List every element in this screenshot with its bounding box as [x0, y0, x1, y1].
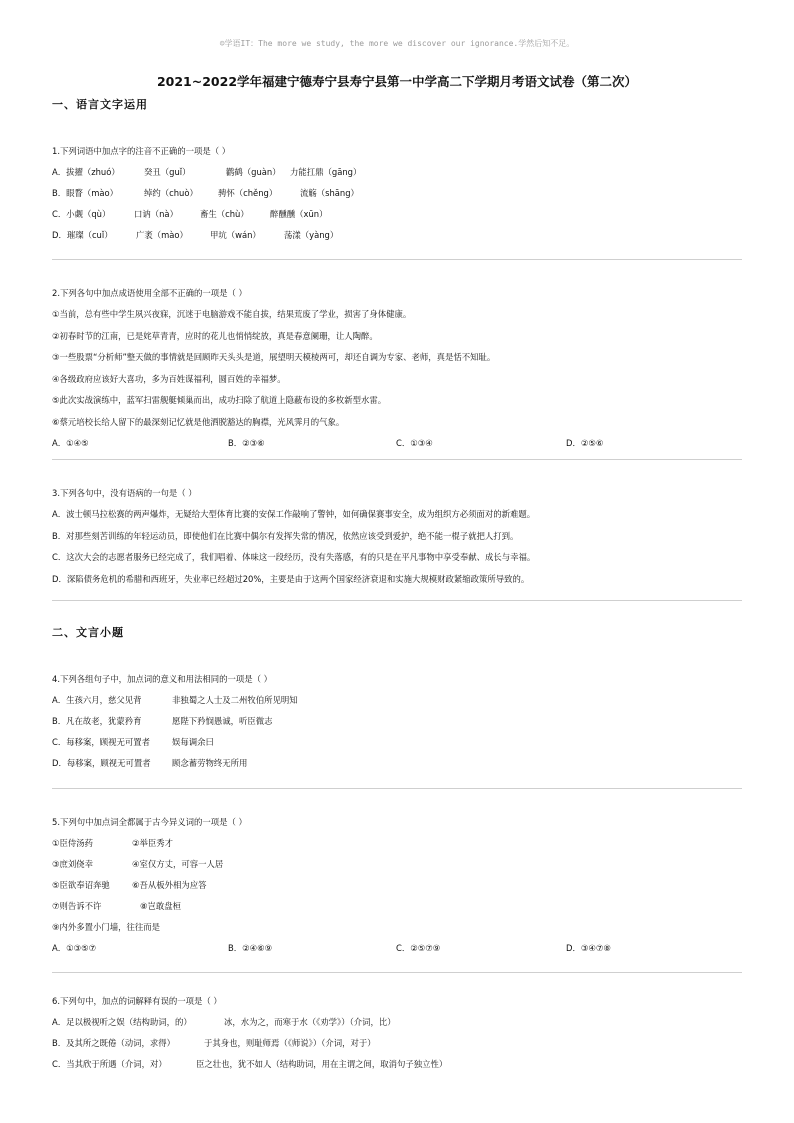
question-6-option-b — [52, 1033, 742, 1054]
question-divider — [52, 972, 742, 973]
option-sentence: 顾念蓄劳物终无所用 — [172, 758, 248, 768]
question-4-stem: 4.下列各组句子中，加点词的意义和用法相同的一项是（ ） — [52, 674, 273, 684]
question-divider — [52, 600, 742, 601]
question-4-option-d — [52, 753, 742, 774]
question-5-row — [52, 917, 742, 938]
option-word: 力能扛鼎（gāng） — [290, 167, 362, 177]
option-sentence: C．当其欣于所遇（介词，对） — [52, 1059, 167, 1069]
question-divider — [52, 459, 742, 460]
section-title-classical: 二、文言小题 — [52, 626, 124, 639]
question-1-option-a — [52, 162, 742, 183]
phrase-item: ④室仅方丈，可容一人居 — [132, 859, 224, 869]
question-1-option-c — [52, 204, 742, 225]
option-sentence: 非独蜀之人士及二州牧伯所见明知 — [172, 695, 298, 705]
option-sentence: 冰，水为之，而寒于水（《劝学》）（介词，比） — [224, 1017, 396, 1027]
question-2-sentence-4: ④各级政府应该好大喜功，多为百姓谋福利，圆百姓的幸福梦。 — [52, 373, 286, 384]
option-sentence: 娱每调余曰 — [172, 737, 214, 747]
option-sentence: C．每移案，顾视无可置者 — [52, 737, 150, 747]
option-word: 骋怀（chěng） — [218, 188, 278, 198]
answer-option-a: A．①③⑤⑦ — [52, 943, 97, 953]
phrase-item: ⑨内外多置小门墙，往往而是 — [52, 922, 161, 932]
answer-option-b: B．②④⑥⑨ — [228, 943, 273, 953]
question-3 — [52, 482, 742, 590]
option-word: 醉醺醺（xūn） — [270, 209, 328, 219]
answer-option-d: D．②⑤⑥ — [566, 438, 604, 448]
option-word: 绰约（chuò） — [144, 188, 198, 198]
option-sentence: B．凡在故老，犹蒙矜育 — [52, 716, 142, 726]
option-sentence: B．及其所之既倦（动词，求得） — [52, 1038, 175, 1048]
header-motto: ☺学语IT：The more we study, the more we discover our ignorance.学然后知不足。 — [219, 39, 575, 48]
question-2-sentence-6: ⑥蔡元培校长给人留下的最深刻记忆就是他洒脱豁达的胸襟，光风霁月的气象。 — [52, 416, 345, 427]
question-3-option-b: B．对那些刻苦训练的年轻运动员，即使他们在比赛中偶尔有发挥失常的情况，依然应该受到爱护，绝不能一棍子就把人打到。 — [52, 530, 519, 541]
phrase-item: ⑦则告诉不许 — [52, 901, 102, 911]
question-5-row — [52, 875, 742, 896]
question-2-sentence-5: ⑤此次实战演练中，蓝军扫雷舰艇倾巢而出，成功扫除了航道上隐蔽布设的多枚新型水雷。 — [52, 395, 387, 405]
option-word: C．小觑（qù） — [52, 209, 111, 219]
section-title-language: 一、语言文字运用 — [52, 98, 148, 111]
phrase-item: ③庶刘侥幸 — [52, 859, 94, 869]
answer-option-a: A．①④⑤ — [52, 438, 89, 448]
question-6-option-c — [52, 1054, 742, 1075]
question-5-row — [52, 833, 742, 854]
question-1 — [52, 140, 742, 246]
question-4-option-a — [52, 690, 742, 711]
option-word: 甲坑（wán） — [210, 230, 261, 240]
option-word: D．璀璨（cuǐ） — [52, 230, 113, 240]
document-title: 2021~2022学年福建宁德寿宁县寿宁县第一中学高二下学期月考语文试卷（第二次） — [156, 74, 638, 89]
phrase-item: ⑤臣欲奉诏奔驰 — [52, 880, 110, 890]
option-word: 口讷（nà） — [134, 209, 178, 219]
option-word: 荡漾（yàng） — [284, 230, 339, 240]
question-5-row — [52, 854, 742, 875]
answer-option-b: B．②③⑥ — [228, 438, 265, 448]
question-4-option-b — [52, 711, 742, 732]
question-3-option-d: D．深陷债务危机的希腊和西班牙，失业率已经超过20%，主要是由于这两个国家经济衰退和实施大规模财政紧缩政策所导致的。 — [52, 573, 530, 584]
question-2 — [52, 282, 742, 454]
phrase-item: ②举臣秀才 — [132, 838, 174, 848]
answer-option-c: C．①③④ — [396, 438, 433, 448]
option-word: A．拔擢（zhuó） — [52, 167, 120, 177]
option-sentence: 臣之壮也，犹不如人（结构助词，用在主谓之间，取消句子独立性） — [196, 1059, 448, 1069]
option-word: 流觞（shāng） — [300, 188, 359, 198]
question-5 — [52, 811, 742, 959]
option-sentence: D．每移案，顾视无可置者 — [52, 758, 151, 768]
question-1-stem: 1.下列词语中加点字的注音不正确的一项是（ ） — [52, 146, 231, 156]
answer-option-d: D．③④⑦⑧ — [566, 943, 611, 953]
question-6-stem: 6.下列句中，加点的词解释有误的一项是（ ） — [52, 996, 222, 1006]
question-2-sentence-3: ③一些股票“分析师”整天做的事情就是回顾昨天头头是道，展望明天模棱两可，却还自调为专家、老师，真是恬不知耻。 — [52, 352, 496, 362]
option-sentence: A．生孩六月，慈父见背 — [52, 695, 142, 705]
question-5-stem: 5.下列句中加点词全都属于古今异义词的一项是（ ） — [52, 817, 247, 827]
option-word: 鹳鹤（guàn） — [226, 167, 281, 177]
question-divider — [52, 259, 742, 260]
question-2-sentence-1: ①当前，总有些中学生夙兴夜寐，沉迷于电脑游戏不能自拔，结果荒废了学业，损害了身体健康。 — [52, 309, 412, 319]
question-6 — [52, 990, 742, 1075]
question-6-option-a — [52, 1012, 742, 1033]
question-divider — [52, 788, 742, 789]
question-3-stem: 3.下列各句中，没有语病的一句是（ ） — [52, 488, 197, 498]
question-4-option-c — [52, 732, 742, 753]
question-1-option-b — [52, 183, 742, 204]
option-word: 癸丑（guǐ） — [144, 167, 191, 177]
option-word: B．眼瞀（mào） — [52, 188, 119, 198]
question-2-stem: 2.下列各句中加点成语使用全部不正确的一项是（ ） — [52, 288, 247, 298]
question-3-option-c: C．这次大会的志愿者服务已经完成了，我们唱着、体味这一段经历，没有失落感，有的只是在平凡事物中享受奉献、成长与幸福。 — [52, 552, 536, 562]
option-sentence: A．足以极视听之娱（结构助词，的） — [52, 1017, 192, 1027]
answer-option-c: C．②⑤⑦⑨ — [396, 943, 441, 953]
question-4 — [52, 668, 742, 774]
phrase-item: ①臣侍汤药 — [52, 838, 94, 848]
option-sentence: 愿陛下矜悯愚诚，听臣微志 — [172, 716, 273, 726]
question-5-row — [52, 896, 742, 917]
question-2-options — [52, 433, 742, 454]
option-word: 畜生（chù） — [200, 209, 249, 219]
phrase-item: ⑥吾从板外相为应答 — [132, 880, 207, 890]
question-2-sentence-2: ②初春时节的江南，已是姹草青青，应时的花儿也悄悄绽放，真是春意阑珊，让人陶醉。 — [52, 330, 378, 341]
option-word: 广袤（mào） — [136, 230, 188, 240]
phrase-item: ⑧岂敢盘桓 — [140, 901, 182, 911]
question-1-option-d — [52, 225, 742, 246]
option-sentence: 于其身也，则耻师焉（《师说》）（介词，对于） — [204, 1038, 376, 1048]
question-5-options — [52, 938, 742, 959]
question-3-option-a: A．波士顿马拉松赛的两声爆炸，无疑给大型体育比赛的安保工作敲响了警钟，如何确保赛事安全，成为组织方必须面对的新难题。 — [52, 509, 536, 519]
